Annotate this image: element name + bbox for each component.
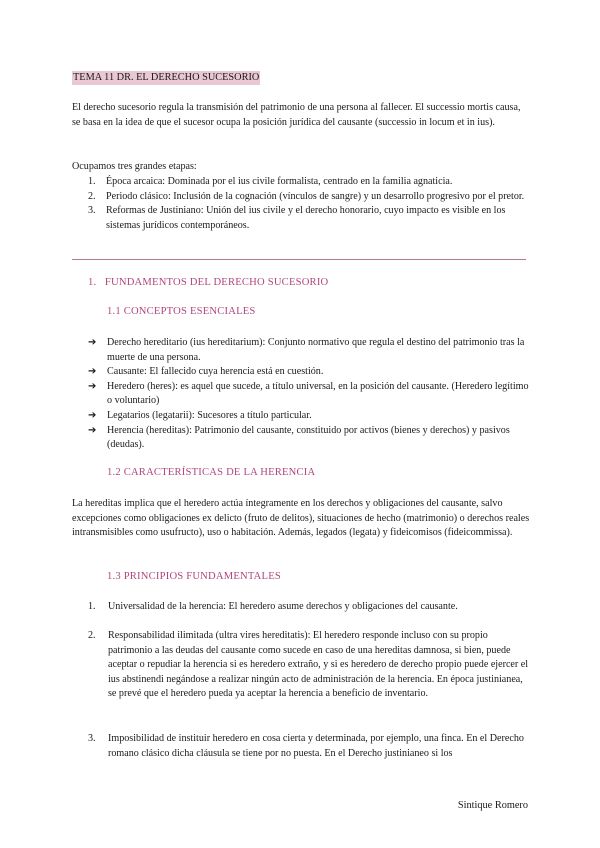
arrow-bullet-icon: ➔ bbox=[88, 424, 97, 436]
list-item: ➔ Herencia (hereditas): Patrimonio del causante, constituido por activos (bienes y derechos) y pasivos (deudas). bbox=[88, 424, 530, 453]
stages-intro: Ocupamos tres grandes etapas: bbox=[72, 161, 197, 172]
list-item: 3. Imposibilidad de instituir heredero en cosa cierta y determinada, por ejemplo, una finca. En el Derecho romano clásico dicha cláusula se tiene por no puesta. En el Derecho justinianeo si los bbox=[88, 733, 524, 759]
list-item: 3. Reformas de Justiniano: Unión del ius civile y el derecho honorario, cuyo impacto es visible en los sistemas jurídicos contemporáneos. bbox=[88, 205, 506, 231]
subsection-heading-1-3: 1.3 PRINCIPIOS FUNDAMENTALES bbox=[107, 571, 281, 582]
list-item: 1. Universalidad de la herencia: El heredero asume derechos y obligaciones del causante. bbox=[88, 601, 458, 612]
document-title: TEMA 11 DR. EL DERECHO SUCESORIO bbox=[73, 72, 260, 83]
principles-list-item-3 bbox=[88, 732, 530, 761]
concepts-list bbox=[88, 336, 530, 453]
page-footer-author: Sintique Romero bbox=[457, 800, 528, 811]
stages-list bbox=[88, 175, 530, 233]
list-item: ➔ Derecho hereditario (ius hereditarium): Conjunto normativo que regula el destino del patrimonio tras la muerte de una persona. bbox=[88, 336, 530, 365]
subsection-heading-1-2: 1.2 CARACTERÍSTICAS DE LA HERENCIA bbox=[107, 467, 316, 478]
characteristics-paragraph: La hereditas implica que el heredero actúa íntegramente en los derechos y obligaciones del causante, salvo excepciones como obligaciones ex delicto (fruto de delitos), situaciones de hecho (matrimonio) o derechos reales intransmisibles como usufructo), uso o habitación. Además, legados (legata) y fideicomisos (fideicommissa). bbox=[72, 498, 530, 539]
subsection-heading-1-1: 1.1 CONCEPTOS ESENCIALES bbox=[107, 306, 256, 317]
list-item: ➔ Legatarios (legatarii): Sucesores a título particular. bbox=[88, 409, 530, 424]
arrow-bullet-icon: ➔ bbox=[88, 409, 97, 421]
list-item: ➔ Heredero (heres): es aquel que sucede, a título universal, en la posición del causante. (Heredero legítimo o voluntario) bbox=[88, 380, 530, 409]
arrow-bullet-icon: ➔ bbox=[88, 380, 97, 392]
intro-paragraph: El derecho sucesorio regula la transmisión del patrimonio de una persona al fallecer. El successio mortis causa, se basa en la idea de que el sucesor ocupa la posición jurídica del causante (successio in locum et in ius). bbox=[72, 102, 521, 128]
section-heading: 1. FUNDAMENTOS DEL DERECHO SUCESORIO bbox=[88, 277, 329, 288]
principles-list-item-2 bbox=[88, 629, 530, 702]
list-item: ➔ Causante: El fallecido cuya herencia está en cuestión. bbox=[88, 365, 530, 380]
principles-list bbox=[88, 600, 530, 615]
list-item: 1. Época arcaica: Dominada por el ius civile formalista, centrado en la familia agnaticia. bbox=[88, 176, 453, 187]
arrow-bullet-icon: ➔ bbox=[88, 337, 97, 348]
arrow-bullet-icon: ➔ bbox=[88, 366, 97, 378]
list-item: 2. Periodo clásico: Inclusión de la cognación (vínculos de sangre) y un desarrollo progresivo por el pretor. bbox=[88, 190, 525, 202]
list-item: 2. Responsabilidad ilimitada (ultra vires hereditatis): El heredero responde incluso con su propio patrimonio a las deudas del causante como sucede en caso de una hereditas damnosa, si bien, puede aceptar o repudiar la herencia si es heredero extraño, y si es heredero de derecho propio puede ejercer el ius abstinendi negándose a realizar ningún acto de administración de la herencia. En época justinianea, se prevé que el heredero pueda ya aceptar la herencia a beneficio de inventario. bbox=[88, 630, 529, 700]
section-divider bbox=[72, 259, 526, 260]
